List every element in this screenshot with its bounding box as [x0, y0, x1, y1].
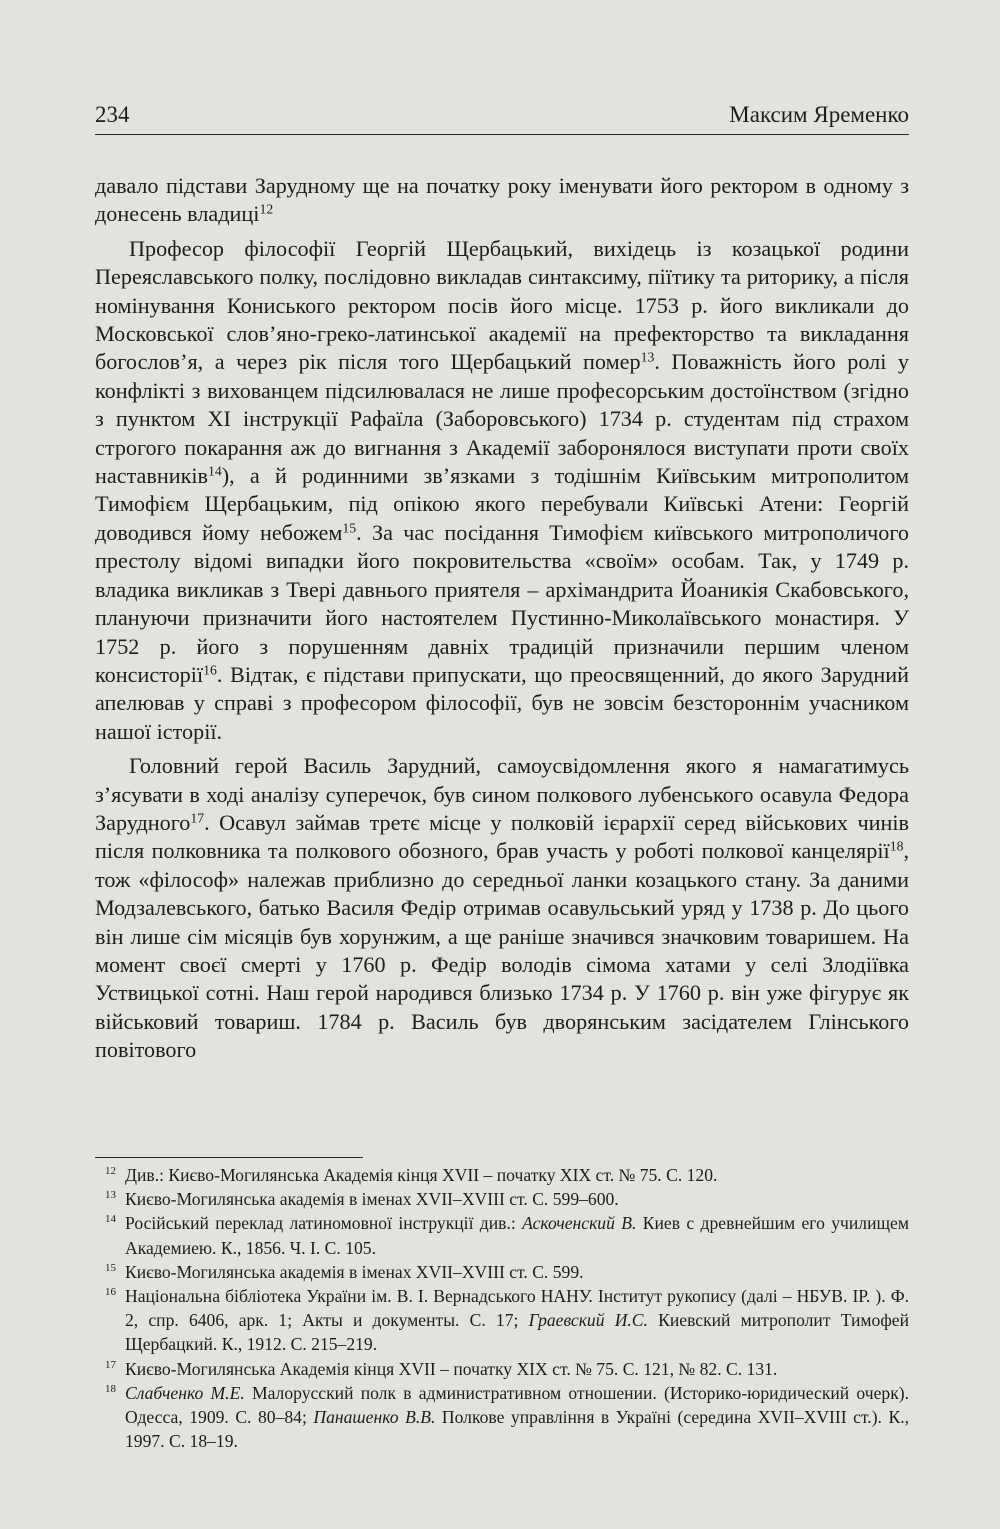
footnote-text: Малорусский полк в административном отношении. (Историко-юридический очерк). Одесса, 1909. С. 80–84; — [125, 1382, 910, 1428]
footnote-separator — [95, 1157, 363, 1158]
footnote-number: 18 — [105, 1382, 116, 1395]
text-run: давало підстави Зарудному ще на початку року іменувати його ректором в одному з донесень владиці — [95, 173, 909, 227]
footnote — [95, 1381, 909, 1454]
footnote-number: 16 — [105, 1286, 116, 1299]
footnote-ref: 15 — [342, 520, 357, 536]
footnote-text: Києво-Могилянська Академія кінця XVII – початку XIX ст. № 75. С. 121, № 82. С. 131. — [125, 1358, 778, 1379]
footnote-text: Див.: Києво-Могилянська Академія кінця XVII – початку XIX ст. № 75. С. 120. — [125, 1165, 718, 1185]
text-run: . Осавул займав третє місце у полковій ієрархії серед військових чинів після полковника та полкового обозного, брав участь у роботі полкової канцелярії — [95, 809, 909, 864]
footnote-text: Національна бібліотека України ім. В. І. Вернадського НАНУ. Інститут рукопису (далі – НБУВ. ІР. ). Ф. 2, спр. 6406, арк. 1; Акты и документы. С. 17; — [125, 1286, 909, 1331]
footnote-author: Граевский И.С. — [528, 1310, 648, 1331]
footnote — [95, 1211, 909, 1259]
footnote-text: Киевский митрополит Тимофей Щербацкий. К., 1912. С. 215–219. — [125, 1310, 909, 1355]
running-header — [95, 98, 909, 132]
text-run: Головний герой Василь Зарудний, самоусвідомлення якого я намагатимусь з’ясувати в ході аналізу суперечок, був сином полкового лубенського осавула Федора Зарудного — [95, 753, 909, 835]
text-run: . За час посідання Тимофієм київського митрополичого престолу відомі випадки його покровительства «своїм» особам. Так, у 1749 р. владика викликав з Твері давнього приятеля – архімандрита Йоаникія Скабовського, плануючи призначити його настоятелем Пустинно-Миколаївського монастиря. У 1752 р. його з порушенням давніх традицій призначили першим членом консисторії — [95, 519, 909, 687]
footnote-number: 13 — [105, 1189, 116, 1202]
footnote-ref: 13 — [640, 349, 655, 365]
footnote-text: Киев с древнейшим его училищем Академиею. К., 1856. Ч. I. С. 105. — [125, 1213, 909, 1258]
footnotes — [95, 1163, 909, 1453]
footnote-number: 14 — [105, 1213, 116, 1226]
paragraph-3 — [95, 752, 909, 1064]
footnote-number: 15 — [105, 1261, 116, 1274]
footnote-author: Слабченко М.Е. — [125, 1382, 245, 1403]
footnote-ref: 17 — [190, 810, 205, 826]
page-number: 234 — [95, 102, 130, 127]
paragraph-1 — [95, 172, 909, 229]
text-run: Професор філософії Георгій Щербацький, вихідець із козацької родини Переяславського полку, послідовно викладав синтаксиму, піїтику та риторику, а після номінування Кониського ректором посів його місце. 1753 р. його викликали до Московської слов’яно-греко-латинської академії на префекторство та викладання богослов’я, а через рік після того Щербацький помер — [95, 235, 909, 375]
footnote-ref: 16 — [203, 662, 217, 678]
footnote-number: 17 — [105, 1358, 116, 1371]
footnote — [95, 1163, 909, 1187]
footnote — [95, 1187, 909, 1211]
header-rule — [95, 134, 909, 135]
footnote — [95, 1357, 909, 1381]
footnote-ref: 18 — [889, 838, 904, 854]
footnote-author: Аскоченский В. — [522, 1213, 637, 1234]
paragraph-2 — [95, 235, 909, 746]
text-run: ), а й родинними зв’язками з тодішнім Київським митрополитом Тимофієм Щербацьким, під опікою якого перебували Київські Атени: Георгій доводився йому небожем — [95, 463, 909, 545]
footnote — [95, 1284, 909, 1357]
text-run: . Поважність його ролі у конфлікті з вихованцем підсилювалася не лише професорським достоїнством (згідно з пунктом XI інструкції Рафаїла (Заборовського) 1734 р. студентам під страхом строгого покарання аж до вигнання з Академії заборонялося виступати проти своїх наставників — [95, 349, 909, 489]
footnote-ref: 14 — [208, 463, 222, 479]
footnote-author: Панашенко В.В. — [313, 1407, 436, 1428]
text-run: , тож «філософ» належав приблизно до середньої ланки козацького стану. За даними Модзалевського, батько Василя Федір отримав осавульський уряд у 1738 р. До цього він лише сім місяців був хорунжим, а ще раніше значився значковим товаришем. На момент своєї смерті у 1760 р. Федір володів сімома хатами у селі Злодіївка Уствицької сотні. Наш герой народився близько 1734 р. У 1760 р. він уже фігурує як військовий товариш. 1784 р. Василь був дворянським засідателем Глінського повітового — [95, 838, 909, 1063]
footnote-ref: 12 — [259, 201, 274, 217]
footnote-text: Російський переклад латиномовної інструкції див.: — [125, 1213, 523, 1234]
footnote-text: Полкове управління в Україні (середина XVII–XVIII ст.). К., 1997. С. 18–19. — [125, 1407, 909, 1452]
running-author: Максим Яременко — [729, 102, 909, 127]
footnote — [95, 1260, 909, 1284]
text-run: . Відтак, є підстави припускати, що преосвященний, до якого Зарудний апелював у справі з професором філософії, був не зовсім безстороннім учасником нашої історії. — [95, 661, 909, 744]
footnote-number: 12 — [105, 1165, 116, 1177]
footnote-text: Києво-Могилянська академія в іменах XVII–XVIII ст. С. 599–600. — [125, 1189, 619, 1210]
main-text — [95, 172, 909, 1065]
footnote-text: Києво-Могилянська академія в іменах XVII–XVIII ст. С. 599. — [125, 1261, 584, 1282]
